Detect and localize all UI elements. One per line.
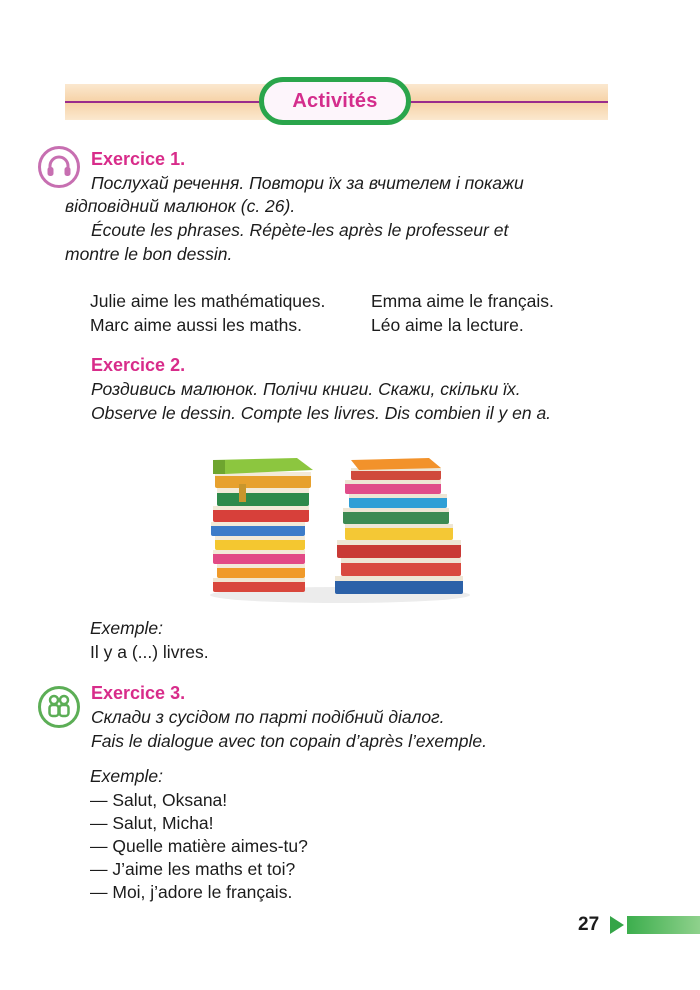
- dialog-line: — J’aime les maths et toi?: [90, 859, 296, 879]
- books-illustration: [195, 450, 485, 605]
- phrase-julie: Julie aime les mathématiques.: [90, 291, 326, 311]
- dialog-line: — Salut, Micha!: [90, 813, 214, 833]
- exercise-1-title: Exercice 1.: [91, 149, 186, 169]
- exercise-3-example-label: Exemple:: [90, 766, 163, 786]
- exercise-2-instruction-uk: Роздивись малюнок. Полічи книги. Скажи, скільки їх.: [91, 379, 521, 399]
- exercise-2-example-label: Exemple:: [90, 618, 163, 638]
- exercise-2-instruction-fr: Observe le dessin. Compte les livres. Dis combien il y en a.: [91, 403, 552, 423]
- section-title-pill: [259, 77, 411, 125]
- headphones-icon: [38, 146, 80, 188]
- section-title: Activités: [292, 89, 378, 112]
- dialog-line: — Salut, Oksana!: [90, 790, 228, 810]
- phrase-emma: Emma aime le français.: [371, 291, 554, 311]
- dialog-line: — Quelle matière aimes-tu?: [90, 836, 308, 856]
- left-book-stack: [211, 458, 313, 592]
- page-arrow-icon: [610, 916, 624, 934]
- exercise-3-instruction-fr: Fais le dialogue avec ton copain d’après l’exemple.: [91, 731, 487, 751]
- phrase-leo: Léo aime la lecture.: [371, 315, 524, 335]
- footer-bar: [627, 916, 700, 934]
- right-book-stack: [335, 458, 463, 594]
- page-number: 27: [578, 914, 600, 935]
- pair-work-icon: [38, 686, 80, 728]
- exercise-2-title: Exercice 2.: [91, 355, 186, 375]
- phrase-marc: Marc aime aussi les maths.: [90, 315, 303, 335]
- exercise-1-instruction-uk-line2: відповідний малюнок (с. 26).: [65, 196, 296, 216]
- exercise-1-instruction-uk-line1: Послухай речення. Повтори їх за вчителем і покажи: [91, 173, 524, 193]
- exercise-3-instruction-uk: Склади з сусідом по парті подібний діалог.: [91, 707, 445, 727]
- dialog-line: — Moi, j’adore le français.: [90, 882, 293, 902]
- exercise-1-instruction-fr-line2: montre le bon dessin.: [65, 244, 233, 264]
- exercise-3-title: Exercice 3.: [91, 683, 186, 703]
- exercise-1-instruction-fr-line1: Écoute les phrases. Répète-les après le professeur et: [91, 220, 509, 240]
- exercise-2-example-text: Il y a (...) livres.: [90, 642, 209, 662]
